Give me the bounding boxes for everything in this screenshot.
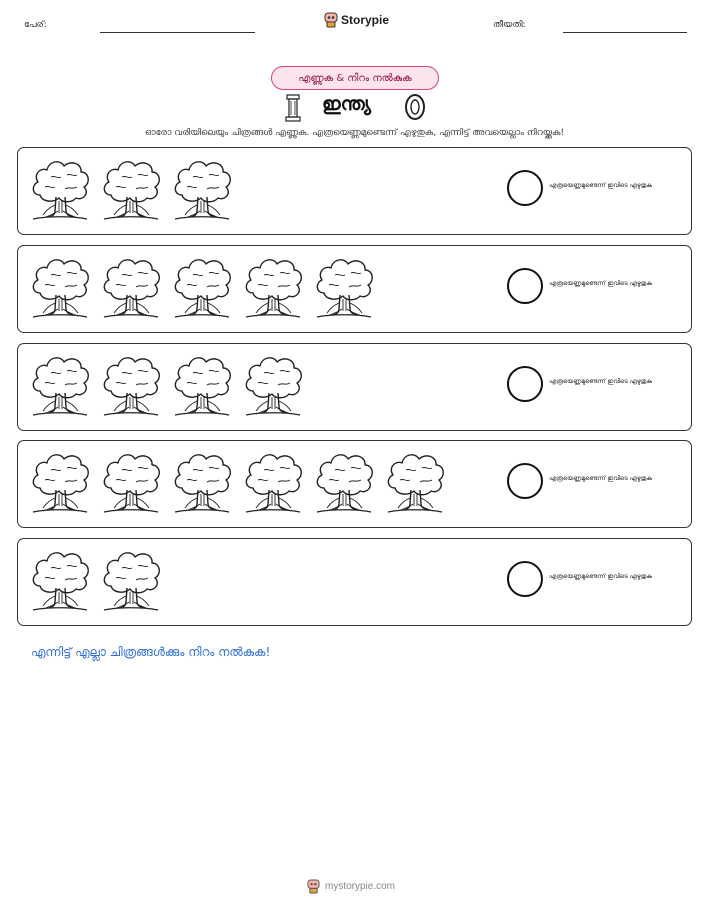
count-row (17, 245, 692, 333)
answer-hint: എത്രയെണ്ണമുണ്ടെന്ന് ഇവിടെ എഴുതുക (549, 182, 652, 189)
date-label: തീയതി: (493, 20, 526, 30)
answer-hint: എത്രയെണ്ണമുണ്ടെന്ന് ഇവിടെ എഴുതുക (549, 378, 652, 385)
answer-circle[interactable] (507, 170, 543, 206)
count-row (17, 440, 692, 528)
banyan-tree-icon[interactable] (29, 157, 91, 221)
banyan-tree-icon[interactable] (171, 255, 233, 319)
banyan-tree-icon[interactable] (384, 450, 446, 514)
banyan-tree-icon[interactable] (29, 548, 91, 612)
activity-badge-text: എണ്ണുക & നിറം നൽകുക (298, 72, 412, 84)
answer-circle[interactable] (507, 268, 543, 304)
storypie-mascot-icon (307, 879, 320, 894)
banyan-tree-icon[interactable] (100, 255, 162, 319)
banyan-tree-icon[interactable] (171, 157, 233, 221)
banyan-tree-icon[interactable] (242, 255, 304, 319)
footer-note: എന്നിട്ട് എല്ലാ ചിത്രങ്ങൾക്കും നിറം നൽകുക! (31, 645, 271, 659)
storypie-mascot-icon (324, 12, 338, 28)
banyan-tree-icon[interactable] (29, 353, 91, 417)
instruction-text: ഓരോ വരിയിലെയും ചിത്രങ്ങൾ എണ്ണുക. എത്രയെണ്ണമുണ്ടെന്ന് എഴുതുക, എന്നിട്ട് അവയെല്ലാം നിറയ്ക്കുക! (144, 128, 565, 138)
banyan-tree-icon[interactable] (242, 450, 304, 514)
name-write-line[interactable] (100, 32, 255, 33)
banyan-tree-icon[interactable] (100, 548, 162, 612)
banyan-tree-icon[interactable] (171, 450, 233, 514)
site-footer (307, 879, 395, 894)
name-label: പേര്: (24, 20, 47, 30)
answer-circle[interactable] (507, 366, 543, 402)
count-row (17, 343, 692, 431)
answer-hint: എത്രയെണ്ണമുണ്ടെന്ന് ഇവിടെ എഴുതുക (549, 573, 652, 580)
activity-badge (271, 66, 439, 90)
date-write-line[interactable] (563, 32, 687, 33)
answer-hint: എത്രയെണ്ണമുണ്ടെന്ന് ഇവിടെ എഴുതുക (549, 475, 652, 482)
banyan-tree-icon[interactable] (171, 353, 233, 417)
zero-digit-icon (404, 93, 426, 121)
banyan-tree-icon[interactable] (313, 450, 375, 514)
site-url: mystorypie.com (325, 881, 396, 892)
banyan-tree-icon[interactable] (242, 353, 304, 417)
count-row (17, 538, 692, 626)
title-row (0, 91, 709, 123)
brand-name: Storypie (341, 13, 390, 27)
answer-hint: എത്രയെണ്ണമുണ്ടെന്ന് ഇവിടെ എഴുതുക (549, 280, 652, 287)
page-title: ഇന്ത്യ (322, 93, 372, 115)
pillar-icon (285, 94, 301, 122)
brand (324, 12, 389, 28)
banyan-tree-icon[interactable] (100, 353, 162, 417)
answer-circle[interactable] (507, 463, 543, 499)
banyan-tree-icon[interactable] (100, 157, 162, 221)
count-row (17, 147, 692, 235)
banyan-tree-icon[interactable] (29, 255, 91, 319)
answer-circle[interactable] (507, 561, 543, 597)
banyan-tree-icon[interactable] (29, 450, 91, 514)
banyan-tree-icon[interactable] (313, 255, 375, 319)
banyan-tree-icon[interactable] (100, 450, 162, 514)
